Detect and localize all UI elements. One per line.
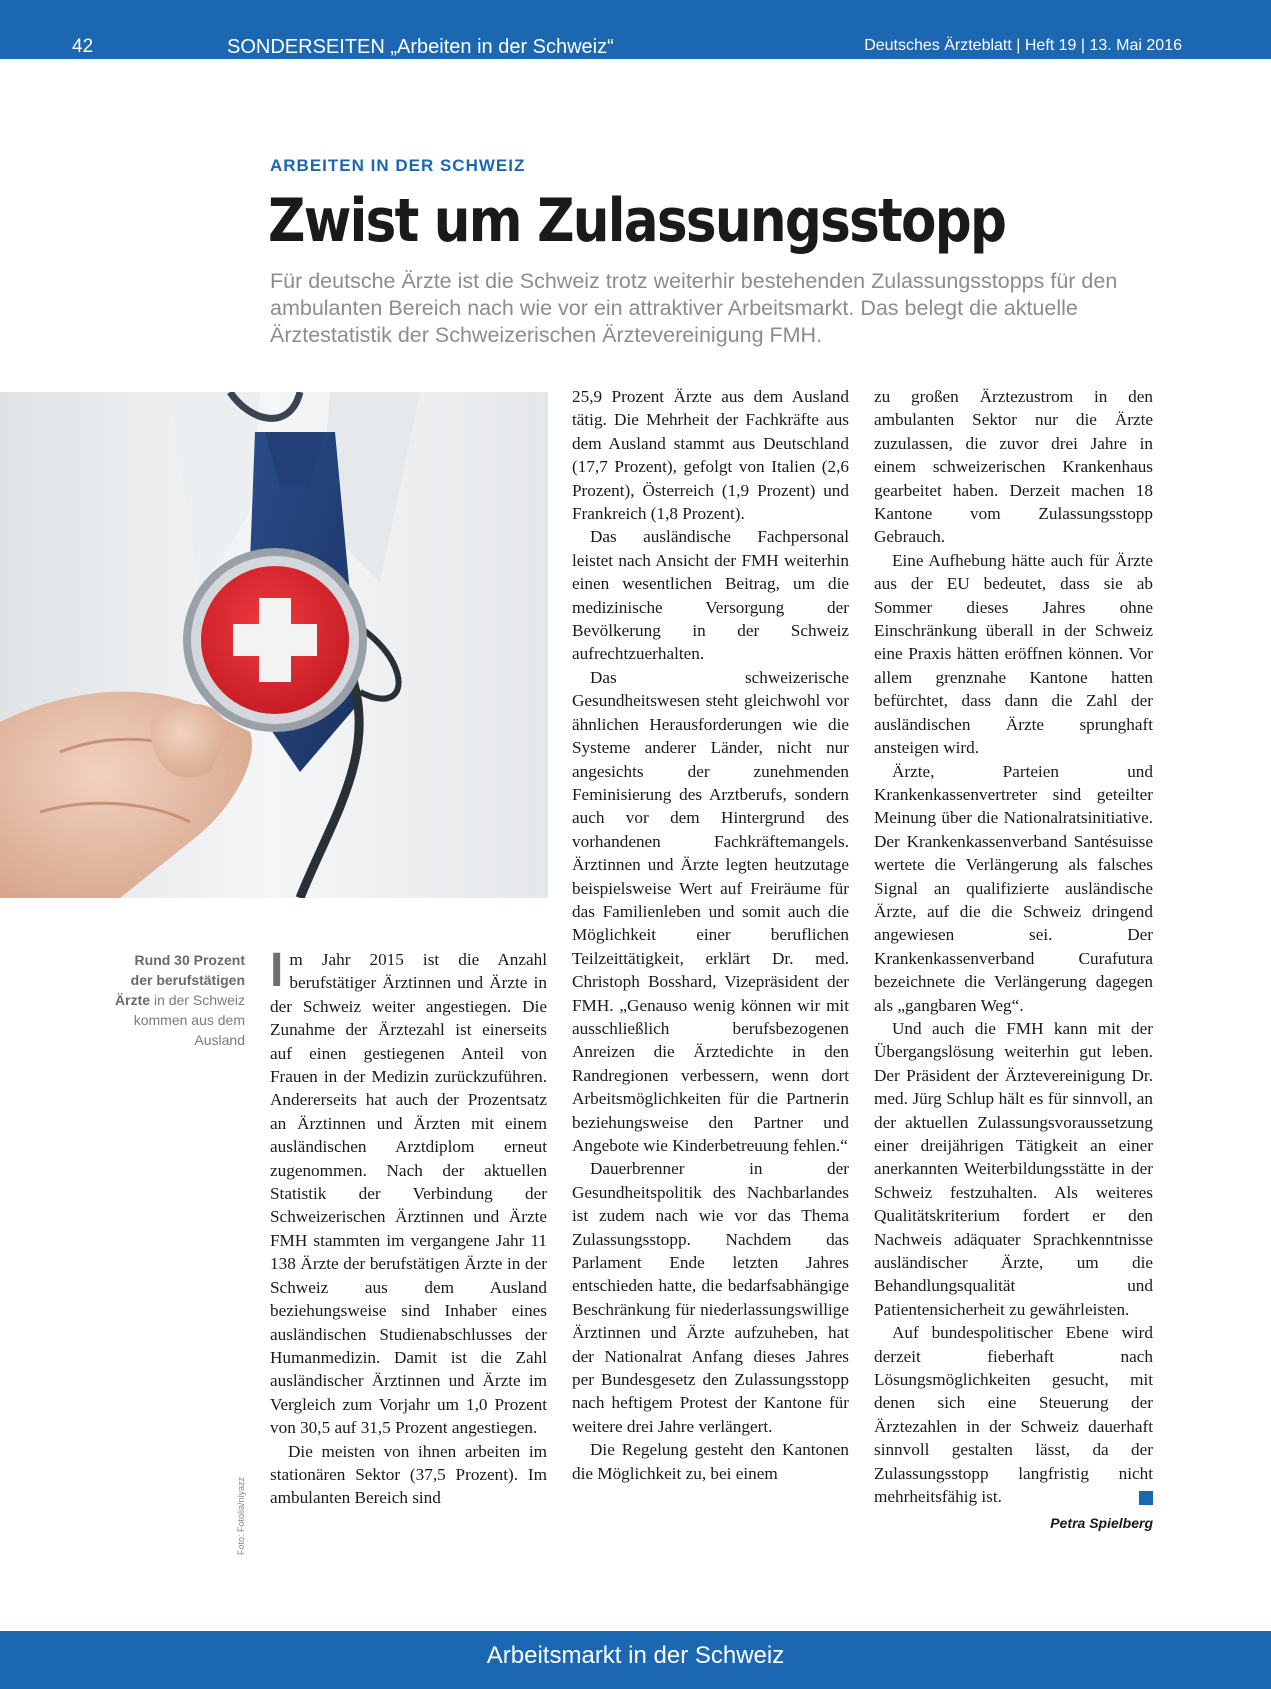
article-photo	[0, 392, 548, 898]
paragraph	[874, 1321, 1153, 1508]
page-header	[0, 0, 1271, 59]
paragraph-text: Auf bundespolitischer Ebene wird derzeit fieberhaft nach Lösungsmöglichkeiten gesucht, mit denen sich eine Steuerung der Ärztezahlen in der Schweiz dauerhaft sinnvoll gestalten lässt, da der Zulassungsstopp langfristig nicht mehrheitsfähig ist.	[874, 1323, 1153, 1507]
paragraph: Die Regelung gesteht den Kantonen die Möglichkeit zu, bei einem	[572, 1440, 849, 1483]
paragraph: Das schweizerische Gesundheitswesen steht gleichwohl vor ähnlichen Herausforderungen wie die Systeme anderer Länder, nicht nur angesichts der zunehmenden Feminisierung des Arztberufs, sondern auch vor dem Hintergrund des vorhandenen Fachkräftemangels. Ärztinnen und Ärzte legten heutzutage beispielsweise Wert auf Freiräume für das Familienleben und somit auch die Möglichkeit einer beruflichen Teilzeittätigkeit, erklärt Dr. med. Christoph Bosshard, Vizepräsident der FMH. „Genauso wenig können wir mit ausschließlich berufsbezogenen Anreizen die Ärztedichte in den Randregionen verbessern, wenn dort Arbeitsmöglichkeiten für die Partnerin beziehungsweise den Partner und Angebote wie Kinderbetreuung fehlen.“	[572, 667, 849, 1155]
paragraph: Dauerbrenner in der Gesundheitspolitik des Nachbarlandes ist zudem nach wie vor das Thema Zulassungsstopp. Nachdem das Parlament Ende letzten Jahres entschieden hatte, die bedarfsabhängige Beschränkung für niederlassungswillige Ärztinnen und Ärzte aufzuheben, hat der Nationalrat Anfang dieses Jahres per Bundesgesetz den Zulassungsstopp nach heftigem Protest der Kantone für weitere drei Jahre verlängert.	[572, 1159, 849, 1436]
footer-title: Arbeitsmarkt in der Schweiz	[486, 1642, 785, 1669]
text-column-3	[874, 385, 1153, 1535]
dropcap: I	[270, 944, 284, 997]
caption-text: in der Schweiz kommen aus dem Ausland	[133, 992, 245, 1048]
issue-info: Deutsches Ärzteblatt | Heft 19 | 13. Mai 2016	[864, 37, 1182, 54]
paragraph: zu großen Ärztezustrom in den ambulanten Sektor nur die Ärzte zuzulassen, die zuvor drei Jahre in einem schweizerischen Krankenhaus gearbeitet haben. Derzeit machen 18 Kantone vom Zulassungsstopp Gebrauch.	[874, 387, 1153, 547]
paragraph: Das ausländische Fachpersonal leistet nach Ansicht der FMH weiterhin einen wesentlichen Beitrag, um die medizinische Versorgung der Bevölkerung in der Schweiz aufrechtzuerhalten.	[572, 527, 849, 664]
text-column-1	[270, 944, 547, 1510]
photo-caption	[110, 950, 245, 1050]
end-mark-icon	[1139, 1491, 1153, 1505]
paragraph	[270, 944, 547, 1440]
page-number: 42	[72, 36, 94, 57]
article-lead: Für deutsche Ärzte ist die Schweiz trotz weiterhir bestehenden Zulassungsstopps für den ambulanten Bereich nach wie vor ein attraktiver Arbeitsmarkt. Das belegt die aktuelle Ärztestatistik der Schweizerischen Ärztevereinigung FMH.	[270, 269, 1118, 347]
paragraph: Die meisten von ihnen arbeiten im stationären Sektor (37,5 Prozent). Im ambulanten Bereich sind	[270, 1441, 547, 1508]
paragraph: Eine Aufhebung hätte auch für Ärzte aus der EU bedeutet, dass sie ab Sommer dieses Jahres ohne Einschränkung überall in der Schweiz eine Praxis hätten eröffnen können. Vor allem grenznahe Kantone hatten befürchtet, dass dann die Zahl der ausländischen Ärzte sprunghaft ansteigen wird.	[874, 550, 1153, 758]
photo-credit: Foto: Fotolia/niyazz	[236, 1476, 246, 1555]
article-kicker: ARBEITEN IN DER SCHWEIZ	[270, 156, 526, 175]
paragraph: Ärzte, Parteien und Krankenkassenvertreter sind geteilter Meinung über die Nationalratsinitiative. Der Krankenkassenverband Santésuisse wertete die Verlängerung als falsches Signal an qualifizierte ausländische Ärzte, auf die die Schweiz dringend angewiesen sei. Der Krankenkassenverband Curafutura bezeichnete die Verlängerung dagegen als „gangbaren Weg“.	[874, 761, 1153, 1015]
paragraph: 25,9 Prozent Ärzte aus dem Ausland tätig. Die Mehrheit der Fachkräfte aus dem Ausland stammt aus Deutschland (17,7 Prozent), gefolgt von Italien (2,6 Prozent), Österreich (1,9 Prozent) und Frankreich (1,8 Prozent).	[572, 387, 849, 524]
caption-bold: Rund 30 Prozent der berufstätigen Ärzte	[115, 952, 245, 1008]
author-name: Petra Spielberg	[1050, 1514, 1153, 1531]
paragraph-text: m Jahr 2015 ist die Anzahl berufstätiger Ärztinnen und Ärzte in der Schweiz weiter angestiegen. Die Zunahme der Ärztezahl ist einerseits auf einen gestiegenen Anteil von Frauen in der Medizin zurückzuführen. Andererseits hat auch der Prozentsatz an Ärztinnen und Ärzten mit einem ausländischen Arztdiplom erneut zugenommen. Nach der aktuellen Statistik der Verbindung der Schweizerischen Ärztinnen und Ärzte FMH stammten im vergangene Jahr 11 138 Ärzte der berufstätigen Ärzte in der Schweiz aus dem Ausland beziehungsweise sind Inhaber eines ausländischen Studienabschlusses der Humanmedizin. Damit ist die Zahl ausländischer Ärztinnen und Ärzte im Vergleich zum Vorjahr um 1,0 Prozent von 30,5 auf 31,5 Prozent angestiegen.	[270, 950, 547, 1438]
page-footer	[0, 1631, 1271, 1689]
paragraph: Und auch die FMH kann mit der Übergangslösung weiterhin gut leben. Der Präsident der Ärztevereinigung Dr. med. Jürg Schlup hält es für sinnvoll, an der aktuellen Zulassungsvoraussetzung einer dreijährigen Tätigkeit an einer anerkannten Weiterbildungsstätte in der Schweiz festzuhalten. Als weiteres Qualitätskriterium fordert er den Nachweis adäquater Sprachkenntnisse ausländischer Ärzte, um die Behandlungsqualität und Patientensicherheit zu gewährleisten.	[874, 1018, 1153, 1319]
text-column-2	[572, 385, 849, 1485]
section-title: SONDERSEITEN „Arbeiten in der Schweiz“	[227, 36, 614, 58]
article-title: Zwist um Zulassungsstopp	[268, 186, 1006, 256]
